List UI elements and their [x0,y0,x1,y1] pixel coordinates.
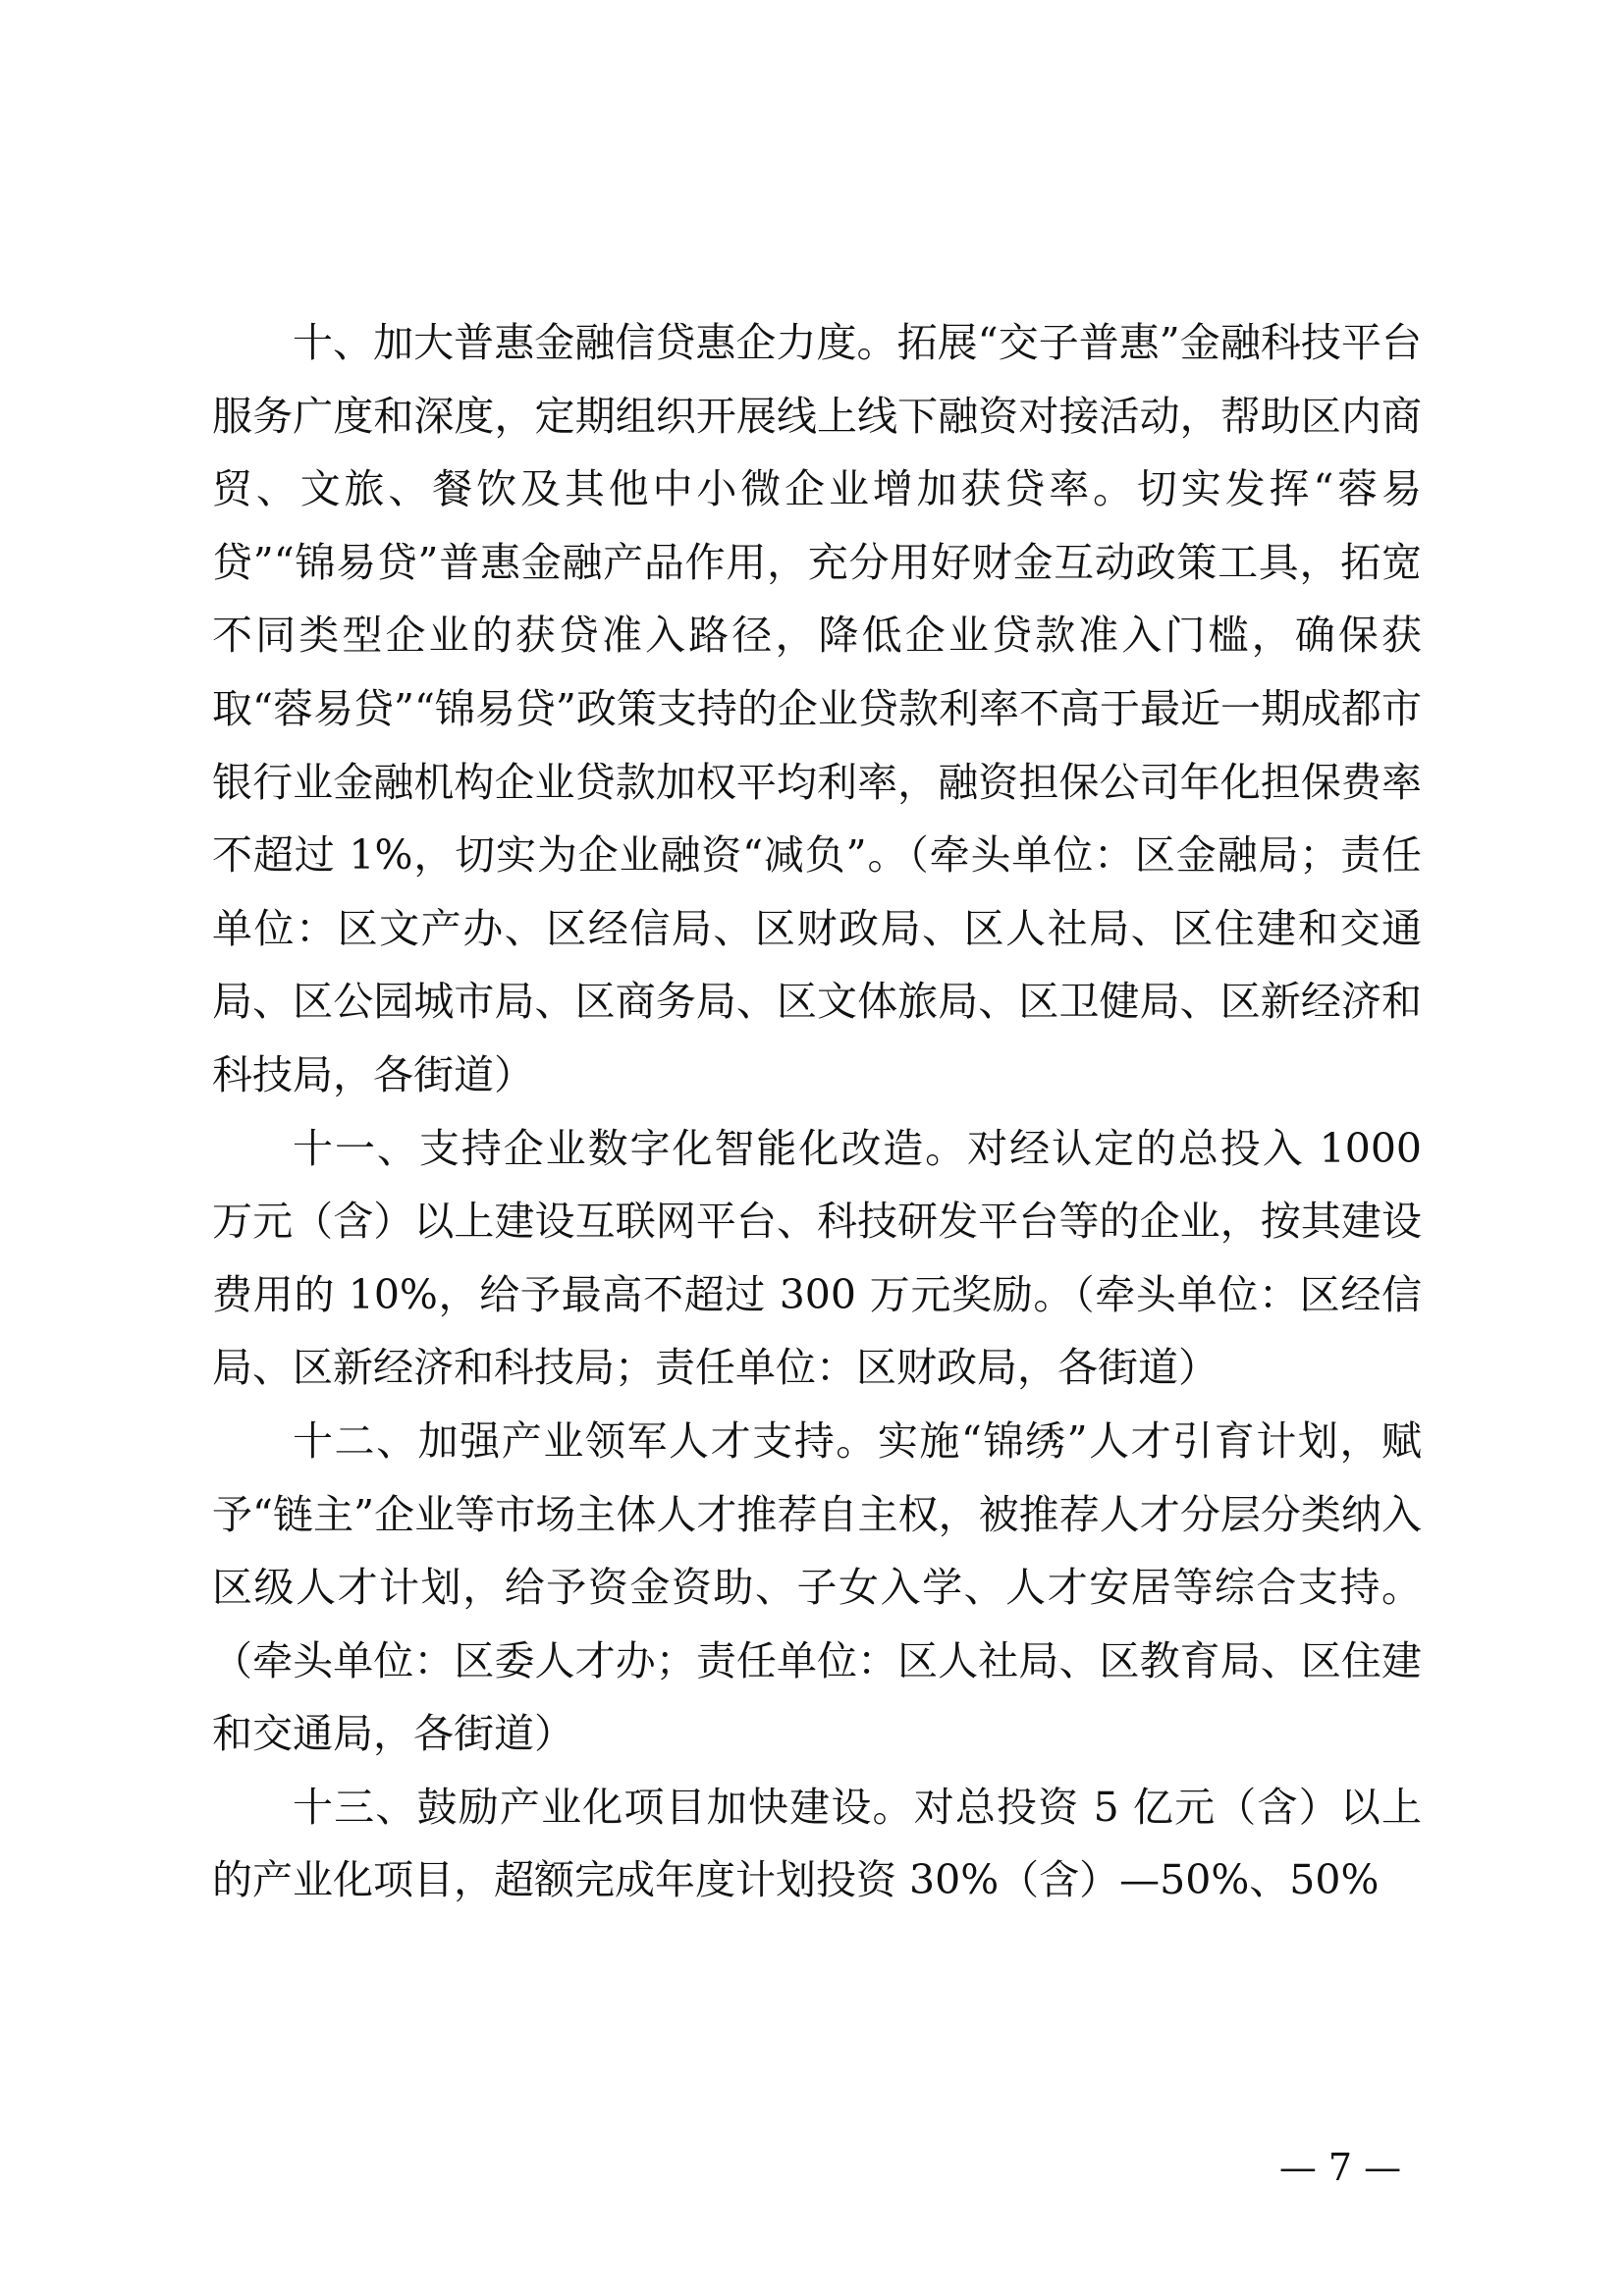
paragraph-10: 十、加大普惠金融信贷惠企力度。拓展“交子普惠”金融科技平台服务广度和深度，定期组织开展线上线下融资对接活动，帮助区内商贸、文旅、餐饮及其他中小微企业增加获贷率。切实发挥“蓉易贷”“锦易贷”普惠金融产品作用，充分用好财金互动政策工具，拓宽不同类型企业的获贷准入路径，降低企业贷款准入门槛，确保获取“蓉易贷”“锦易贷”政策支持的企业贷款利率不高于最近一期成都市银行业金融机构企业贷款加权平均利率，融资担保公司年化担保费率不超过 1%，切实为企业融资“减负”。（牵头单位：区金融局；责任单位：区文产办、区经信局、区财政局、区人社局、区住建和交通局、区公园城市局、区商务局、区文体旅局、区卫健局、区新经济和科技局，各街道） [212,319,1422,1098]
page-number: — 7 — [1278,2146,1402,2189]
paragraph-11: 十一、支持企业数字化智能化改造。对经认定的总投入 1000 万元（含）以上建设互联网平台、科技研发平台等的企业，按其建设费用的 10%，给予最高不超过 300 万元奖励。（牵头单位：区经信局、区新经济和科技局；责任单位：区财政局，各街道） [212,1124,1422,1392]
body-text [212,306,1422,1917]
paragraph-13: 十三、鼓励产业化项目加快建设。对总投资 5 亿元（含）以上的产业化项目，超额完成年度计划投资 30%（含）—50%、50% [212,1783,1422,1904]
paragraph-12: 十二、加强产业领军人才支持。实施“锦绣”人才引育计划，赋予“链主”企业等市场主体人才推荐自主权，被推荐人才分层分类纳入区级人才计划，给予资金资助、子女入学、人才安居等综合支持。（牵头单位：区委人才办；责任单位：区人社局、区教育局、区住建和交通局，各街道） [212,1416,1422,1758]
